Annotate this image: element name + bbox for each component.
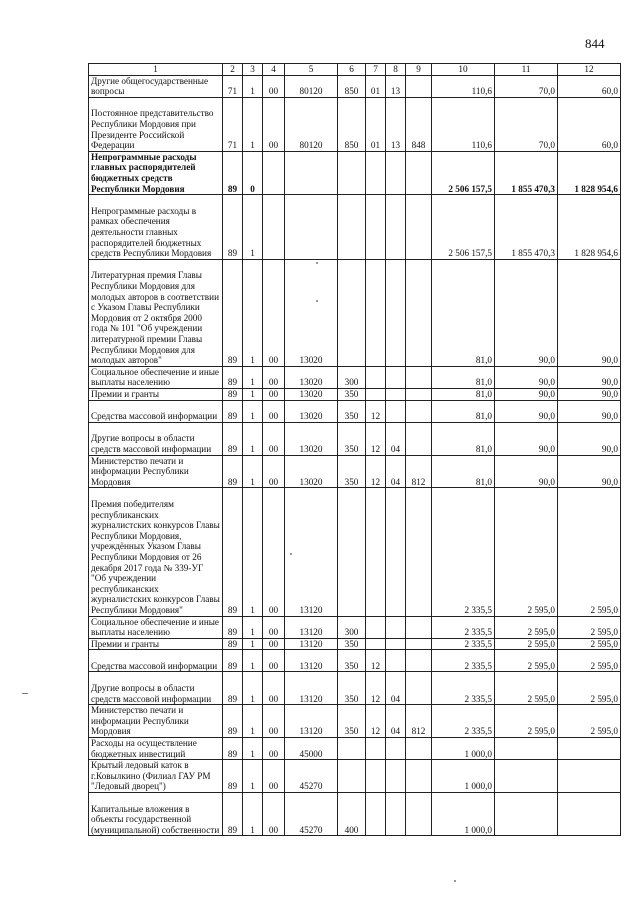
cell-c4: 00 (263, 738, 285, 760)
cell-c6: 400 (338, 793, 366, 836)
cell-c10: 1 000,0 (432, 760, 495, 793)
row-name: Министерство печати и информации Республики Мордовия (89, 705, 223, 738)
cell-c4: 00 (263, 97, 285, 151)
cell-c12 (558, 760, 621, 793)
cell-c3: 1 (243, 75, 263, 97)
table-row (89, 75, 621, 97)
cell-c5: 13120 (285, 616, 338, 638)
cell-c2: 89 (223, 488, 243, 616)
cell-c4 (263, 151, 285, 194)
cell-c3: 1 (243, 366, 263, 388)
row-name: Средства массовой информации (89, 650, 223, 672)
cell-c9 (406, 638, 432, 650)
cell-c2: 71 (223, 75, 243, 97)
cell-c7: 12 (366, 455, 386, 488)
cell-c9 (406, 195, 432, 260)
cell-c10: 2 506 157,5 (432, 195, 495, 260)
table-row (89, 488, 621, 616)
cell-c10: 81,0 (432, 455, 495, 488)
cell-c5: 13120 (285, 638, 338, 650)
cell-c2: 89 (223, 738, 243, 760)
row-name: Литературная премия Главы Республики Мордовия для молодых авторов в соответствии с Указом Главы Республики Мордовия от 2 октября 2000 года № 101 "Об учреждении литературной премии Главы Республики Мордовия для молодых авторов" (89, 259, 223, 366)
cell-c12: 60,0 (558, 97, 621, 151)
cell-c3: 1 (243, 760, 263, 793)
cell-c6: 300 (338, 616, 366, 638)
cell-c5 (285, 195, 338, 260)
cell-c11: 2 595,0 (495, 488, 558, 616)
cell-c5 (285, 151, 338, 194)
column-header: 12 (558, 64, 621, 76)
row-name: Другие общегосударственные вопросы (89, 75, 223, 97)
cell-c3: 1 (243, 400, 263, 422)
cell-c12 (558, 793, 621, 836)
page-number: 844 (585, 36, 605, 51)
cell-c3: 1 (243, 738, 263, 760)
cell-c4: 00 (263, 366, 285, 388)
cell-c5: 13120 (285, 705, 338, 738)
cell-c11: 70,0 (495, 97, 558, 151)
table-row (89, 151, 621, 194)
cell-c8 (386, 259, 406, 366)
cell-c4: 00 (263, 388, 285, 400)
cell-c12: 90,0 (558, 259, 621, 366)
cell-c10: 2 335,5 (432, 638, 495, 650)
table-row (89, 366, 621, 388)
cell-c8 (386, 195, 406, 260)
cell-c4: 00 (263, 455, 285, 488)
cell-c4: 00 (263, 793, 285, 836)
scan-speck (22, 693, 28, 694)
cell-c5: 13020 (285, 259, 338, 366)
cell-c10: 2 335,5 (432, 650, 495, 672)
cell-c4: 00 (263, 760, 285, 793)
cell-c6: 350 (338, 455, 366, 488)
column-header: 4 (263, 64, 285, 76)
cell-c2: 89 (223, 195, 243, 260)
cell-c5: 13020 (285, 400, 338, 422)
cell-c4: 00 (263, 488, 285, 616)
column-header: 11 (495, 64, 558, 76)
cell-c8: 13 (386, 75, 406, 97)
cell-c5: 45000 (285, 738, 338, 760)
cell-c6: 350 (338, 422, 366, 455)
cell-c4: 00 (263, 650, 285, 672)
table-row (89, 259, 621, 366)
column-header: 3 (243, 64, 263, 76)
cell-c12: 1 828 954,6 (558, 195, 621, 260)
cell-c4: 00 (263, 422, 285, 455)
cell-c7 (366, 366, 386, 388)
cell-c7: 01 (366, 97, 386, 151)
cell-c11: 90,0 (495, 400, 558, 422)
cell-c8: 04 (386, 672, 406, 705)
cell-c8: 04 (386, 422, 406, 455)
column-header: 6 (338, 64, 366, 76)
cell-c9 (406, 366, 432, 388)
column-header: 1 (89, 64, 223, 76)
cell-c7 (366, 259, 386, 366)
cell-c6 (338, 488, 366, 616)
cell-c6: 350 (338, 400, 366, 422)
cell-c7: 12 (366, 705, 386, 738)
cell-c2: 89 (223, 650, 243, 672)
cell-c12: 2 595,0 (558, 650, 621, 672)
cell-c3: 1 (243, 650, 263, 672)
cell-c7 (366, 488, 386, 616)
cell-c4 (263, 195, 285, 260)
cell-c11: 1 855 470,3 (495, 195, 558, 260)
cell-c2: 89 (223, 388, 243, 400)
cell-c7 (366, 738, 386, 760)
cell-c3: 1 (243, 616, 263, 638)
cell-c11: 2 595,0 (495, 705, 558, 738)
cell-c8 (386, 366, 406, 388)
cell-c3: 1 (243, 793, 263, 836)
cell-c5: 45270 (285, 793, 338, 836)
row-name: Расходы на осуществление бюджетных инвестиций (89, 738, 223, 760)
cell-c10: 1 000,0 (432, 738, 495, 760)
cell-c10: 2 335,5 (432, 488, 495, 616)
cell-c3: 1 (243, 638, 263, 650)
cell-c5: 13020 (285, 366, 338, 388)
row-name: Министерство печати и информации Республики Мордовия (89, 455, 223, 488)
cell-c7: 12 (366, 400, 386, 422)
cell-c7: 12 (366, 672, 386, 705)
cell-c5: 13120 (285, 650, 338, 672)
cell-c7 (366, 616, 386, 638)
cell-c9: 812 (406, 705, 432, 738)
cell-c11: 70,0 (495, 75, 558, 97)
cell-c4: 00 (263, 705, 285, 738)
cell-c5: 13020 (285, 422, 338, 455)
cell-c3: 1 (243, 705, 263, 738)
column-header: 8 (386, 64, 406, 76)
row-name: Крытый ледовый каток в г.Ковылкино (Филиал ГАУ РМ "Ледовый дворец") (89, 760, 223, 793)
cell-c7 (366, 195, 386, 260)
cell-c5: 45270 (285, 760, 338, 793)
cell-c12: 90,0 (558, 455, 621, 488)
cell-c8 (386, 616, 406, 638)
cell-c7 (366, 760, 386, 793)
cell-c6: 350 (338, 388, 366, 400)
cell-c9 (406, 738, 432, 760)
cell-c9 (406, 151, 432, 194)
row-name: Средства массовой информации (89, 400, 223, 422)
cell-c11: 90,0 (495, 388, 558, 400)
scan-speck (316, 262, 318, 264)
column-header: 9 (406, 64, 432, 76)
cell-c9 (406, 400, 432, 422)
cell-c7 (366, 151, 386, 194)
cell-c8 (386, 760, 406, 793)
budget-table (88, 63, 621, 836)
row-name: Постоянное представительство Республики Мордовия при Президенте Российской Федерации (89, 97, 223, 151)
cell-c7 (366, 793, 386, 836)
cell-c4: 00 (263, 400, 285, 422)
cell-c4: 00 (263, 75, 285, 97)
cell-c9 (406, 672, 432, 705)
cell-c2: 71 (223, 97, 243, 151)
cell-c9: 848 (406, 97, 432, 151)
row-name: Премия победителям республиканских журналистских конкурсов Главы Республики Мордовия, учреждённых Указом Главы Республики Мордовия от 26 декабря 2017 года № 339-УГ "Об учреждении республиканских журналистских конкурсов Главы Республики Мордовия" (89, 488, 223, 616)
cell-c8 (386, 400, 406, 422)
cell-c2: 89 (223, 793, 243, 836)
column-header: 10 (432, 64, 495, 76)
table-row (89, 738, 621, 760)
cell-c10: 2 335,5 (432, 672, 495, 705)
cell-c12: 90,0 (558, 400, 621, 422)
cell-c5: 80120 (285, 75, 338, 97)
cell-c12: 2 595,0 (558, 616, 621, 638)
cell-c12: 2 595,0 (558, 488, 621, 616)
cell-c8 (386, 488, 406, 616)
row-name: Премии и гранты (89, 388, 223, 400)
cell-c6 (338, 738, 366, 760)
table-body (89, 64, 621, 836)
cell-c12: 90,0 (558, 366, 621, 388)
cell-c10: 81,0 (432, 259, 495, 366)
cell-c4: 00 (263, 259, 285, 366)
cell-c3: 1 (243, 672, 263, 705)
cell-c8 (386, 793, 406, 836)
cell-c3: 1 (243, 488, 263, 616)
table-row (89, 97, 621, 151)
row-name: Капитальные вложения в объекты государственной (муниципальной) собственности (89, 793, 223, 836)
table-row (89, 388, 621, 400)
cell-c2: 89 (223, 705, 243, 738)
cell-c5: 13120 (285, 488, 338, 616)
cell-c10: 1 000,0 (432, 793, 495, 836)
cell-c9 (406, 75, 432, 97)
cell-c7: 12 (366, 422, 386, 455)
cell-c8: 04 (386, 455, 406, 488)
cell-c12: 2 595,0 (558, 705, 621, 738)
cell-c5: 13020 (285, 455, 338, 488)
cell-c9 (406, 422, 432, 455)
cell-c10: 2 335,5 (432, 705, 495, 738)
cell-c6: 350 (338, 638, 366, 650)
cell-c8 (386, 638, 406, 650)
cell-c11: 1 855 470,3 (495, 151, 558, 194)
row-name: Социальное обеспечение и иные выплаты населению (89, 616, 223, 638)
cell-c8 (386, 388, 406, 400)
cell-c8 (386, 151, 406, 194)
cell-c12: 90,0 (558, 388, 621, 400)
table-row (89, 638, 621, 650)
column-header: 2 (223, 64, 243, 76)
cell-c10: 110,6 (432, 75, 495, 97)
header-row (89, 64, 621, 76)
cell-c3: 1 (243, 259, 263, 366)
table-row (89, 195, 621, 260)
scan-speck (316, 300, 318, 302)
table-row (89, 400, 621, 422)
cell-c2: 89 (223, 366, 243, 388)
cell-c10: 81,0 (432, 366, 495, 388)
cell-c11: 90,0 (495, 366, 558, 388)
cell-c11: 2 595,0 (495, 638, 558, 650)
cell-c11: 2 595,0 (495, 650, 558, 672)
cell-c10: 81,0 (432, 400, 495, 422)
cell-c11: 90,0 (495, 422, 558, 455)
cell-c10: 110,6 (432, 97, 495, 151)
cell-c6 (338, 760, 366, 793)
cell-c6: 350 (338, 650, 366, 672)
row-name: Другие вопросы в области средств массовой информации (89, 672, 223, 705)
cell-c11: 2 595,0 (495, 616, 558, 638)
cell-c10: 81,0 (432, 422, 495, 455)
scan-speck (454, 880, 456, 882)
cell-c12: 90,0 (558, 422, 621, 455)
cell-c9 (406, 616, 432, 638)
cell-c5: 13120 (285, 672, 338, 705)
cell-c6: 300 (338, 366, 366, 388)
table-row (89, 455, 621, 488)
cell-c9 (406, 760, 432, 793)
cell-c5: 13020 (285, 388, 338, 400)
table-row (89, 422, 621, 455)
table-row (89, 760, 621, 793)
row-name: Другие вопросы в области средств массовой информации (89, 422, 223, 455)
row-name: Непрограммные расходы главных распорядителей бюджетных средств Республики Мордовия (89, 151, 223, 194)
column-header: 7 (366, 64, 386, 76)
cell-c6: 350 (338, 672, 366, 705)
cell-c11 (495, 738, 558, 760)
cell-c9 (406, 650, 432, 672)
cell-c9 (406, 259, 432, 366)
table-row (89, 616, 621, 638)
cell-c4: 00 (263, 672, 285, 705)
cell-c12: 2 595,0 (558, 672, 621, 705)
table-row (89, 705, 621, 738)
cell-c6 (338, 151, 366, 194)
cell-c3: 1 (243, 388, 263, 400)
cell-c7: 01 (366, 75, 386, 97)
cell-c2: 89 (223, 616, 243, 638)
cell-c12 (558, 738, 621, 760)
cell-c10: 2 335,5 (432, 616, 495, 638)
cell-c9: 812 (406, 455, 432, 488)
cell-c12: 1 828 954,6 (558, 151, 621, 194)
cell-c2: 89 (223, 638, 243, 650)
row-name: Непрограммные расходы в рамках обеспечения деятельности главных распорядителей бюджетных средств Республики Мордовия (89, 195, 223, 260)
cell-c3: 1 (243, 195, 263, 260)
cell-c10: 81,0 (432, 388, 495, 400)
cell-c9 (406, 388, 432, 400)
cell-c9 (406, 488, 432, 616)
cell-c11: 2 595,0 (495, 672, 558, 705)
cell-c6: 350 (338, 705, 366, 738)
cell-c7: 12 (366, 650, 386, 672)
cell-c2: 89 (223, 259, 243, 366)
cell-c2: 89 (223, 151, 243, 194)
cell-c3: 1 (243, 455, 263, 488)
table-row (89, 672, 621, 705)
cell-c8 (386, 650, 406, 672)
cell-c6: 850 (338, 97, 366, 151)
cell-c2: 89 (223, 400, 243, 422)
cell-c12: 60,0 (558, 75, 621, 97)
cell-c4: 00 (263, 638, 285, 650)
cell-c11: 90,0 (495, 259, 558, 366)
cell-c6 (338, 195, 366, 260)
column-header: 5 (285, 64, 338, 76)
row-name: Премии и гранты (89, 638, 223, 650)
table-row (89, 650, 621, 672)
cell-c11: 90,0 (495, 455, 558, 488)
cell-c5: 80120 (285, 97, 338, 151)
cell-c10: 2 506 157,5 (432, 151, 495, 194)
cell-c3: 0 (243, 151, 263, 194)
cell-c6 (338, 259, 366, 366)
cell-c11 (495, 793, 558, 836)
cell-c2: 89 (223, 455, 243, 488)
cell-c8: 04 (386, 705, 406, 738)
cell-c3: 1 (243, 422, 263, 455)
cell-c4: 00 (263, 616, 285, 638)
cell-c2: 89 (223, 672, 243, 705)
scan-speck (290, 553, 292, 555)
cell-c3: 1 (243, 97, 263, 151)
cell-c7 (366, 638, 386, 650)
cell-c12: 2 595,0 (558, 638, 621, 650)
cell-c8: 13 (386, 97, 406, 151)
cell-c2: 89 (223, 760, 243, 793)
cell-c8 (386, 738, 406, 760)
cell-c2: 89 (223, 422, 243, 455)
cell-c7 (366, 388, 386, 400)
table-row (89, 793, 621, 836)
cell-c6: 850 (338, 75, 366, 97)
cell-c11 (495, 760, 558, 793)
row-name: Социальное обеспечение и иные выплаты населению (89, 366, 223, 388)
cell-c9 (406, 793, 432, 836)
